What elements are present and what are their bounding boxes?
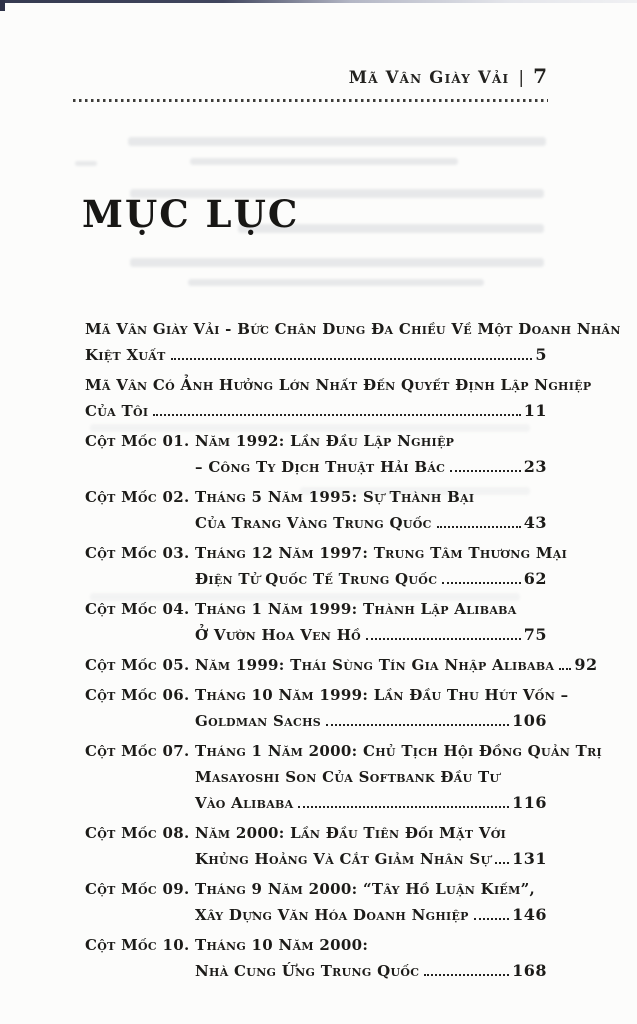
toc-entry-list bbox=[85, 428, 603, 984]
toc-line-text: Xây Dựng Văn Hóa Doanh Nghiệp bbox=[195, 906, 469, 924]
toc-line bbox=[195, 902, 547, 928]
toc-entry bbox=[85, 652, 598, 678]
toc-entry bbox=[85, 428, 547, 480]
toc-entry-content bbox=[195, 932, 547, 984]
toc-line bbox=[195, 932, 547, 958]
toc-page-number: 146 bbox=[512, 905, 547, 924]
toc-line-text: Ở Vườn Hoa Ven Hồ bbox=[195, 626, 362, 644]
toc-page-number: 5 bbox=[535, 345, 547, 364]
toc-line-text: Nhà Cung Ứng Trung Quốc bbox=[195, 962, 420, 980]
toc-entry-label: Cột Mốc 08. bbox=[85, 824, 190, 842]
toc-entry-content bbox=[195, 682, 569, 734]
header-separator: | bbox=[518, 68, 525, 88]
toc-entry-content bbox=[195, 428, 547, 480]
toc-line-text: Tháng 10 Năm 1999: Lần Đầu Thu Hút Vốn – bbox=[195, 686, 569, 704]
toc-entry bbox=[85, 738, 603, 816]
toc-entry bbox=[85, 316, 621, 368]
toc-line bbox=[195, 428, 547, 454]
toc-line bbox=[195, 708, 547, 734]
toc-line bbox=[195, 958, 547, 984]
toc-leader-dots bbox=[424, 974, 509, 976]
toc-entry bbox=[85, 596, 547, 648]
toc-leader-dots bbox=[559, 668, 571, 670]
toc-leader-dots bbox=[298, 806, 509, 808]
toc-line bbox=[195, 764, 547, 790]
toc-line bbox=[195, 484, 547, 510]
toc-page-number: 75 bbox=[523, 625, 547, 644]
toc-leader-dots bbox=[366, 638, 521, 640]
toc-line-text: Masayoshi Son Của Softbank Đầu Tư bbox=[195, 768, 500, 786]
toc-page-number: 168 bbox=[512, 961, 547, 980]
toc-page-number: 131 bbox=[512, 849, 547, 868]
toc-line bbox=[195, 540, 568, 566]
header-dashed-rule bbox=[73, 99, 548, 102]
toc-entry bbox=[85, 372, 592, 424]
toc-line bbox=[195, 820, 547, 846]
toc-entry-label: Cột Mốc 07. bbox=[85, 742, 190, 760]
toc-line-text: Khủng Hoảng Và Cắt Giảm Nhân Sự bbox=[195, 850, 491, 868]
toc-entry-content bbox=[195, 540, 568, 592]
scan-artifact-corner bbox=[0, 0, 5, 11]
toc-entry-label: Cột Mốc 03. bbox=[85, 544, 190, 562]
toc-entry bbox=[85, 682, 569, 734]
toc-line-text: Tháng 9 Năm 2000: “Tây Hồ Luận Kiếm”, bbox=[195, 880, 536, 898]
toc-entry bbox=[85, 876, 547, 928]
toc-entry-label: Cột Mốc 02. bbox=[85, 488, 190, 506]
toc-line-text: Mã Vân Có Ảnh Hưởng Lớn Nhất Đến Quyết Định Lập Nghiệp bbox=[85, 376, 592, 394]
toc-page-number: 23 bbox=[523, 457, 547, 476]
toc-entry-label: Cột Mốc 04. bbox=[85, 600, 190, 618]
toc-leader-dots bbox=[437, 526, 521, 528]
toc-entry bbox=[85, 932, 547, 984]
toc-line-text: Tháng 12 Năm 1997: Trung Tâm Thương Mại bbox=[195, 544, 568, 562]
toc-line-text: Kiệt Xuất bbox=[85, 346, 166, 364]
toc-line-text: Tháng 1 Năm 2000: Chủ Tịch Hội Đồng Quản Trị bbox=[195, 742, 603, 760]
toc-entry-label: Cột Mốc 01. bbox=[85, 432, 190, 450]
toc-entry-content bbox=[195, 876, 547, 928]
toc-leader-dots bbox=[171, 358, 533, 360]
toc-line bbox=[195, 622, 547, 648]
toc-line bbox=[195, 652, 598, 678]
toc-line bbox=[195, 454, 547, 480]
toc-line bbox=[85, 342, 547, 368]
toc-page-number: 92 bbox=[574, 655, 598, 674]
toc-line bbox=[195, 682, 569, 708]
toc-entry-label: Cột Mốc 10. bbox=[85, 936, 190, 954]
toc-line bbox=[195, 596, 547, 622]
toc-line-text: Năm 1999: Thái Sùng Tín Gia Nhập Alibaba bbox=[195, 656, 555, 674]
toc-line-text: Của Trang Vàng Trung Quốc bbox=[195, 514, 432, 532]
toc-page-number: 106 bbox=[512, 711, 547, 730]
toc-page-number: 62 bbox=[523, 569, 547, 588]
bleed-through-text bbox=[75, 161, 97, 166]
toc-entry bbox=[85, 540, 568, 592]
toc-line-text: Goldman Sachs bbox=[195, 712, 322, 730]
bleed-through-text bbox=[188, 279, 484, 286]
page-header bbox=[349, 64, 547, 88]
toc-entry-content bbox=[195, 596, 547, 648]
toc-line-text: – Công Ty Dịch Thuật Hải Bác bbox=[195, 458, 446, 476]
toc-page-number: 11 bbox=[523, 401, 547, 420]
toc-line-text: Mã Vân Giày Vải - Bức Chân Dung Đa Chiều Về Một Doanh Nhân bbox=[85, 320, 621, 338]
toc-line-text: Năm 2000: Lần Đầu Tiên Đối Mặt Với bbox=[195, 824, 507, 842]
toc-entry-label: Cột Mốc 06. bbox=[85, 686, 190, 704]
toc-leader-dots bbox=[153, 414, 520, 416]
running-title: Mã Vân Giày Vải bbox=[348, 68, 510, 87]
toc-line bbox=[85, 316, 621, 342]
toc-line-text: Điện Tử Quốc Tế Trung Quốc bbox=[195, 570, 438, 588]
page-title: MỤC LỤC bbox=[82, 192, 300, 236]
toc-line bbox=[195, 846, 547, 872]
toc-line bbox=[195, 566, 547, 592]
bleed-through-text bbox=[130, 258, 544, 267]
toc-entry-content bbox=[195, 484, 547, 536]
toc-entry-content bbox=[195, 652, 598, 678]
toc-line-text: Tháng 10 Năm 2000: bbox=[195, 936, 369, 954]
toc-line bbox=[195, 510, 547, 536]
toc-page-number: 43 bbox=[523, 513, 547, 532]
toc-line bbox=[85, 372, 592, 398]
toc-leader-dots bbox=[474, 918, 509, 920]
toc-leader-dots bbox=[495, 862, 509, 864]
toc-page-number: 116 bbox=[512, 793, 547, 812]
toc-entry bbox=[85, 820, 547, 872]
toc-line-text: Tháng 5 Năm 1995: Sự Thành Bại bbox=[195, 488, 475, 506]
toc-line-text: Năm 1992: Lần Đầu Lập Nghiệp bbox=[195, 432, 455, 450]
bleed-through-text bbox=[190, 158, 458, 165]
table-of-contents bbox=[85, 316, 621, 988]
toc-line-text: Vào Alibaba bbox=[195, 794, 294, 812]
toc-entry-content bbox=[195, 738, 603, 816]
toc-line bbox=[195, 738, 603, 764]
toc-entry-label: Cột Mốc 05. bbox=[85, 656, 190, 674]
toc-leader-dots bbox=[450, 470, 521, 472]
toc-entry-label: Cột Mốc 09. bbox=[85, 880, 190, 898]
toc-line-text: Tháng 1 Năm 1999: Thành Lập Alibaba bbox=[195, 600, 517, 618]
toc-line bbox=[85, 398, 547, 424]
toc-intro-list bbox=[85, 316, 621, 424]
toc-line-text: Của Tôi bbox=[85, 402, 149, 420]
toc-line bbox=[195, 876, 547, 902]
toc-entry bbox=[85, 484, 547, 536]
toc-leader-dots bbox=[442, 582, 520, 584]
toc-entry-content bbox=[195, 820, 547, 872]
bleed-through-text bbox=[128, 137, 546, 146]
scan-artifact-top-edge bbox=[0, 0, 637, 3]
toc-line bbox=[195, 790, 547, 816]
header-page-number: 7 bbox=[533, 64, 547, 88]
toc-leader-dots bbox=[326, 724, 509, 726]
